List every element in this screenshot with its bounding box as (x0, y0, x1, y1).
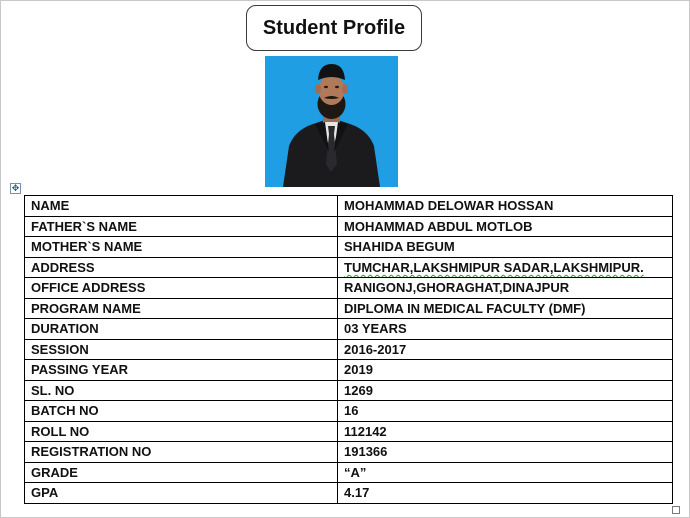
table-row (25, 339, 673, 360)
table-row (25, 401, 673, 422)
table-row (25, 237, 673, 258)
page-title (246, 5, 422, 51)
table-row (25, 298, 673, 319)
table-row (25, 257, 673, 278)
profile-table (24, 195, 673, 504)
table-row (25, 319, 673, 340)
table-row (25, 380, 673, 401)
field-label: GPA (25, 483, 338, 504)
field-label: SL. NO (25, 380, 338, 401)
field-value: SHAHIDA BEGUM (338, 237, 673, 258)
field-value: 2016-2017 (338, 339, 673, 360)
field-label: NAME (25, 196, 338, 217)
table-row (25, 421, 673, 442)
portrait-image (265, 56, 398, 187)
move-arrows-icon[interactable]: ✥ (11, 183, 20, 193)
table-row (25, 196, 673, 217)
student-photo (265, 56, 398, 187)
field-value: TUMCHAR,LAKSHMIPUR SADAR,LAKSHMIPUR. (338, 257, 673, 278)
field-label: GRADE (25, 462, 338, 483)
field-label: REGISTRATION NO (25, 442, 338, 463)
field-value: 2019 (338, 360, 673, 381)
field-value: 4.17 (338, 483, 673, 504)
field-value: 1269 (338, 380, 673, 401)
field-label: SESSION (25, 339, 338, 360)
field-value: RANIGONJ,GHORAGHAT,DINAJPUR (338, 278, 673, 299)
table-row (25, 360, 673, 381)
field-value: MOHAMMAD ABDUL MOTLOB (338, 216, 673, 237)
table-row (25, 483, 673, 504)
field-value: MOHAMMAD DELOWAR HOSSAN (338, 196, 673, 217)
profile-table-body (25, 196, 673, 504)
field-value: 191366 (338, 442, 673, 463)
field-label: DURATION (25, 319, 338, 340)
field-label: MOTHER`S NAME (25, 237, 338, 258)
field-label: FATHER`S NAME (25, 216, 338, 237)
field-label: PROGRAM NAME (25, 298, 338, 319)
table-row (25, 216, 673, 237)
table-row (25, 442, 673, 463)
field-label: OFFICE ADDRESS (25, 278, 338, 299)
field-value: 112142 (338, 421, 673, 442)
field-value: 03 YEARS (338, 319, 673, 340)
field-label: BATCH NO (25, 401, 338, 422)
field-label: ROLL NO (25, 421, 338, 442)
field-label: PASSING YEAR (25, 360, 338, 381)
resize-square-icon[interactable] (672, 506, 680, 514)
field-value: 16 (338, 401, 673, 422)
field-value: DIPLOMA IN MEDICAL FACULTY (DMF) (338, 298, 673, 319)
field-value: “A” (338, 462, 673, 483)
field-label: ADDRESS (25, 257, 338, 278)
table-row (25, 278, 673, 299)
page-title-text: Student Profile (262, 16, 406, 39)
table-row (25, 462, 673, 483)
